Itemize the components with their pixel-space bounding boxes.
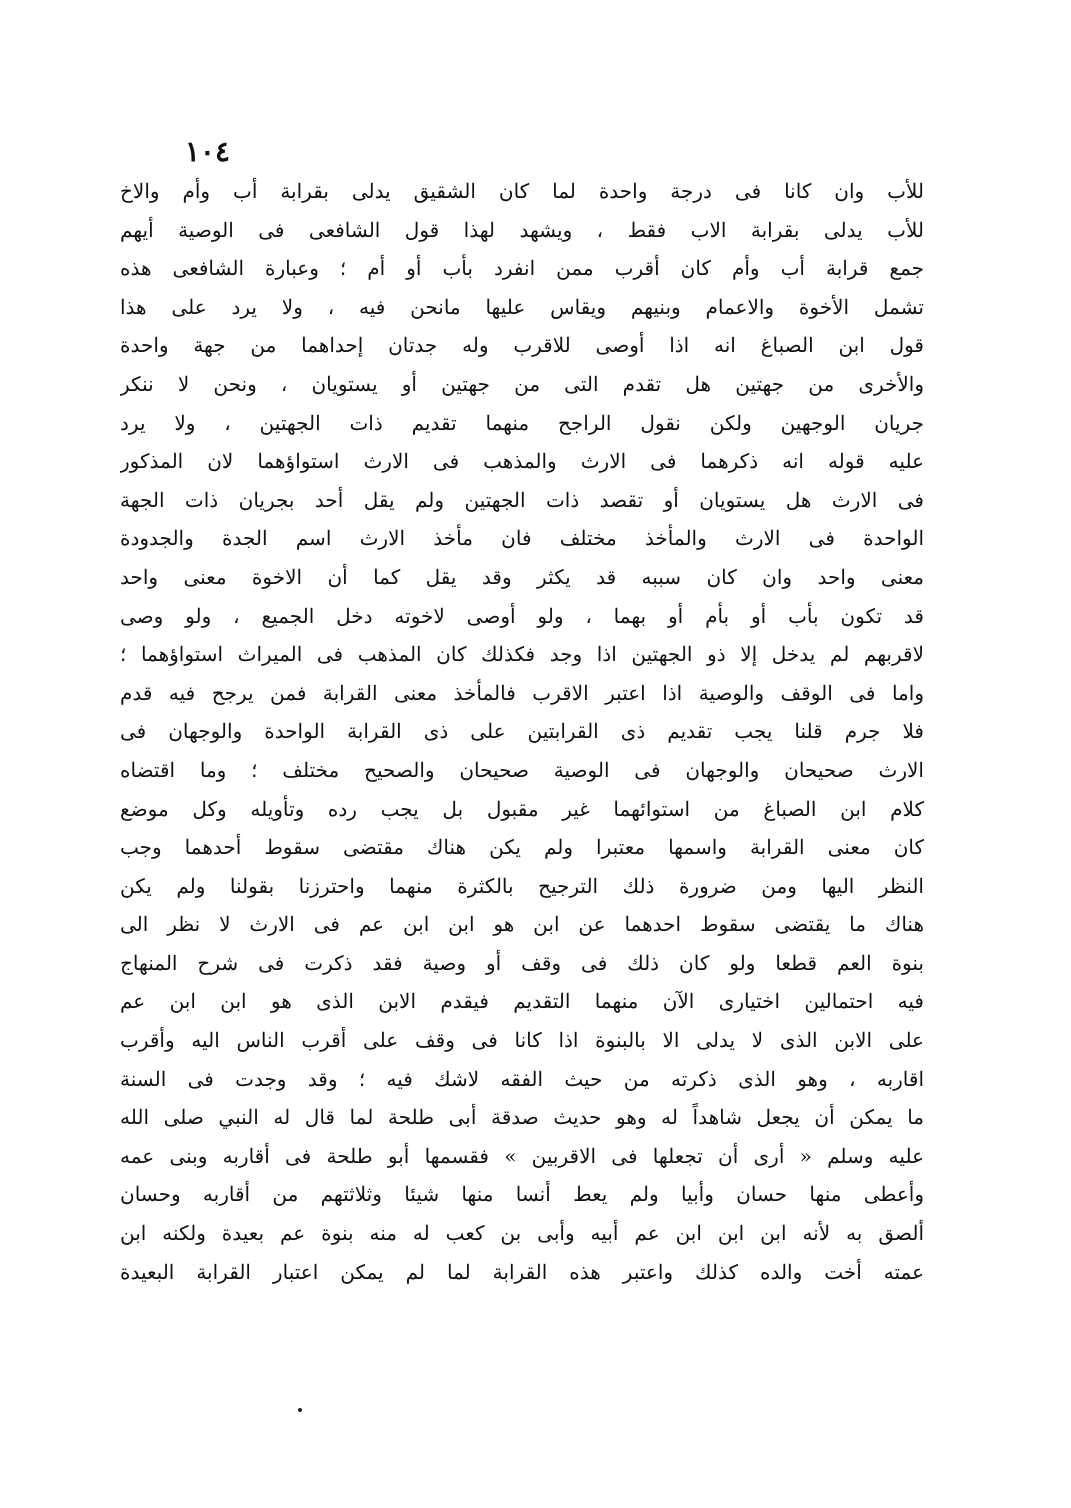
text-line: على الابن الذى لا يدلى الا بالبنوة اذا كانا فى وقف على أقرب الناس اليه وأقرب xyxy=(120,1028,924,1053)
text-line: الواحدة فى الارث والمأخذ مختلف فان مأخذ الارث اسم الجدة والجدودة xyxy=(120,526,924,551)
text-line: تشمل الأخوة والاعمام وبنيهم ويقاس عليها مانحن فيه ، ولا يرد على هذا xyxy=(120,294,924,319)
text-line: جريان الوجهين ولكن نقول الراجح منهما تقديم ذات الجهتين ، ولا يرد xyxy=(120,410,924,435)
text-line: قد تكون بأب أو بأم أو بهما ، ولو أوصى لاخوته دخل الجميع ، ولو وصى xyxy=(120,603,924,628)
text-line: عمته أخت والده كذلك واعتبر هذه القرابة لما لم يمكن اعتبار القرابة البعيدة xyxy=(120,1259,924,1284)
text-line: النظر اليها ومن ضرورة ذلك الترجيح بالكثرة منهما واحترزنا بقولنا ولم يكن xyxy=(120,873,924,898)
text-line: ألصق به لأنه ابن ابن ابن عم أبيه وأبى بن كعب له منه بنوة عم بعيدة ولكنه ابن xyxy=(120,1221,924,1246)
text-line: اقاربه ، وهو الذى ذكرته من حيث الفقه لاشك فيه ؛ وقد وجدت فى السنة xyxy=(120,1066,924,1091)
text-line: للأب يدلى بقرابة الاب فقط ، ويشهد لهذا قول الشافعى فى الوصية أيهم xyxy=(120,217,924,242)
text-line: معنى واحد وان كان سببه قد يكثر وقد يقل كما أن الاخوة معنى واحد xyxy=(120,564,924,589)
text-line: وأعطى منها حسان وأبيا ولم يعط أنسا منها شيئا وثلاثتهم من أقاربه وحسان xyxy=(120,1182,924,1207)
text-line: هناك ما يقتضى سقوط احدهما عن ابن هو ابن ابن عم فى الارث لا نظر الى xyxy=(120,912,924,937)
text-line: فى الارث هل يستويان أو تقصد ذات الجهتين ولم يقل أحد بجريان ذات الجهة xyxy=(120,487,924,512)
text-line: الارث صحيحان والوجهان فى الوصية صحيحان والصحيح مختلف ؛ وما اقتضاه xyxy=(120,757,924,782)
text-line: فلا جرم قلنا يجب تقديم ذى القرابتين على ذى القرابة الواحدة والوجهان فى xyxy=(120,719,924,744)
text-line: عليه وسلم « أرى أن تجعلها فى الاقربين » فقسمها أبو طلحة فى أقاربه وبنى عمه xyxy=(120,1143,924,1168)
text-line: بنوة العم قطعا ولو كان ذلك فى وقف أو وصية فقد ذكرت فى شرح المنهاج xyxy=(120,950,924,975)
footer-dot xyxy=(298,1408,302,1412)
body-text xyxy=(120,172,924,1291)
page-number: ١٠٤ xyxy=(184,135,230,168)
text-line: فيه احتمالين اختيارى الآن منهما التقديم فيقدم الابن الذى هو ابن ابن عم xyxy=(120,989,924,1014)
text-line: والأخرى من جهتين هل تقدم التى من جهتين أو يستويان ، ونحن لا ننكر xyxy=(120,371,924,396)
text-line: جمع قرابة أب وأم كان أقرب ممن انفرد بأب أو أم ؛ وعبارة الشافعى هذه xyxy=(120,256,924,281)
text-line: كان معنى القرابة واسمها معتبرا ولم يكن هناك مقتضى سقوط أحدهما وجب xyxy=(120,835,924,860)
text-line: ما يمكن أن يجعل شاهداً له وهو حديث صدقة أبى طلحة لما قال له النبي صلى الله xyxy=(120,1105,924,1130)
text-line: كلام ابن الصباغ من استوائهما غير مقبول بل يجب رده وتأويله وكل موضع xyxy=(120,796,924,821)
text-line: للأب وان كانا فى درجة واحدة لما كان الشقيق يدلى بقرابة أب وأم والاخ xyxy=(120,179,924,203)
text-line: لاقربهم لم يدخل إلا ذو الجهتين اذا وجد فكذلك كان المذهب فى الميراث استواؤهما ؛ xyxy=(120,642,924,667)
text-line: واما فى الوقف والوصية اذا اعتبر الاقرب فالمأخذ معنى القرابة فمن يرجح فيه قدم xyxy=(120,680,924,705)
text-line: قول ابن الصباغ انه اذا أوصى للاقرب وله جدتان إحداهما من جهة واحدة xyxy=(120,333,924,358)
text-line: عليه قوله انه ذكرهما فى الارث والمذهب فى الارث استواؤهما لان المذكور xyxy=(120,449,924,474)
